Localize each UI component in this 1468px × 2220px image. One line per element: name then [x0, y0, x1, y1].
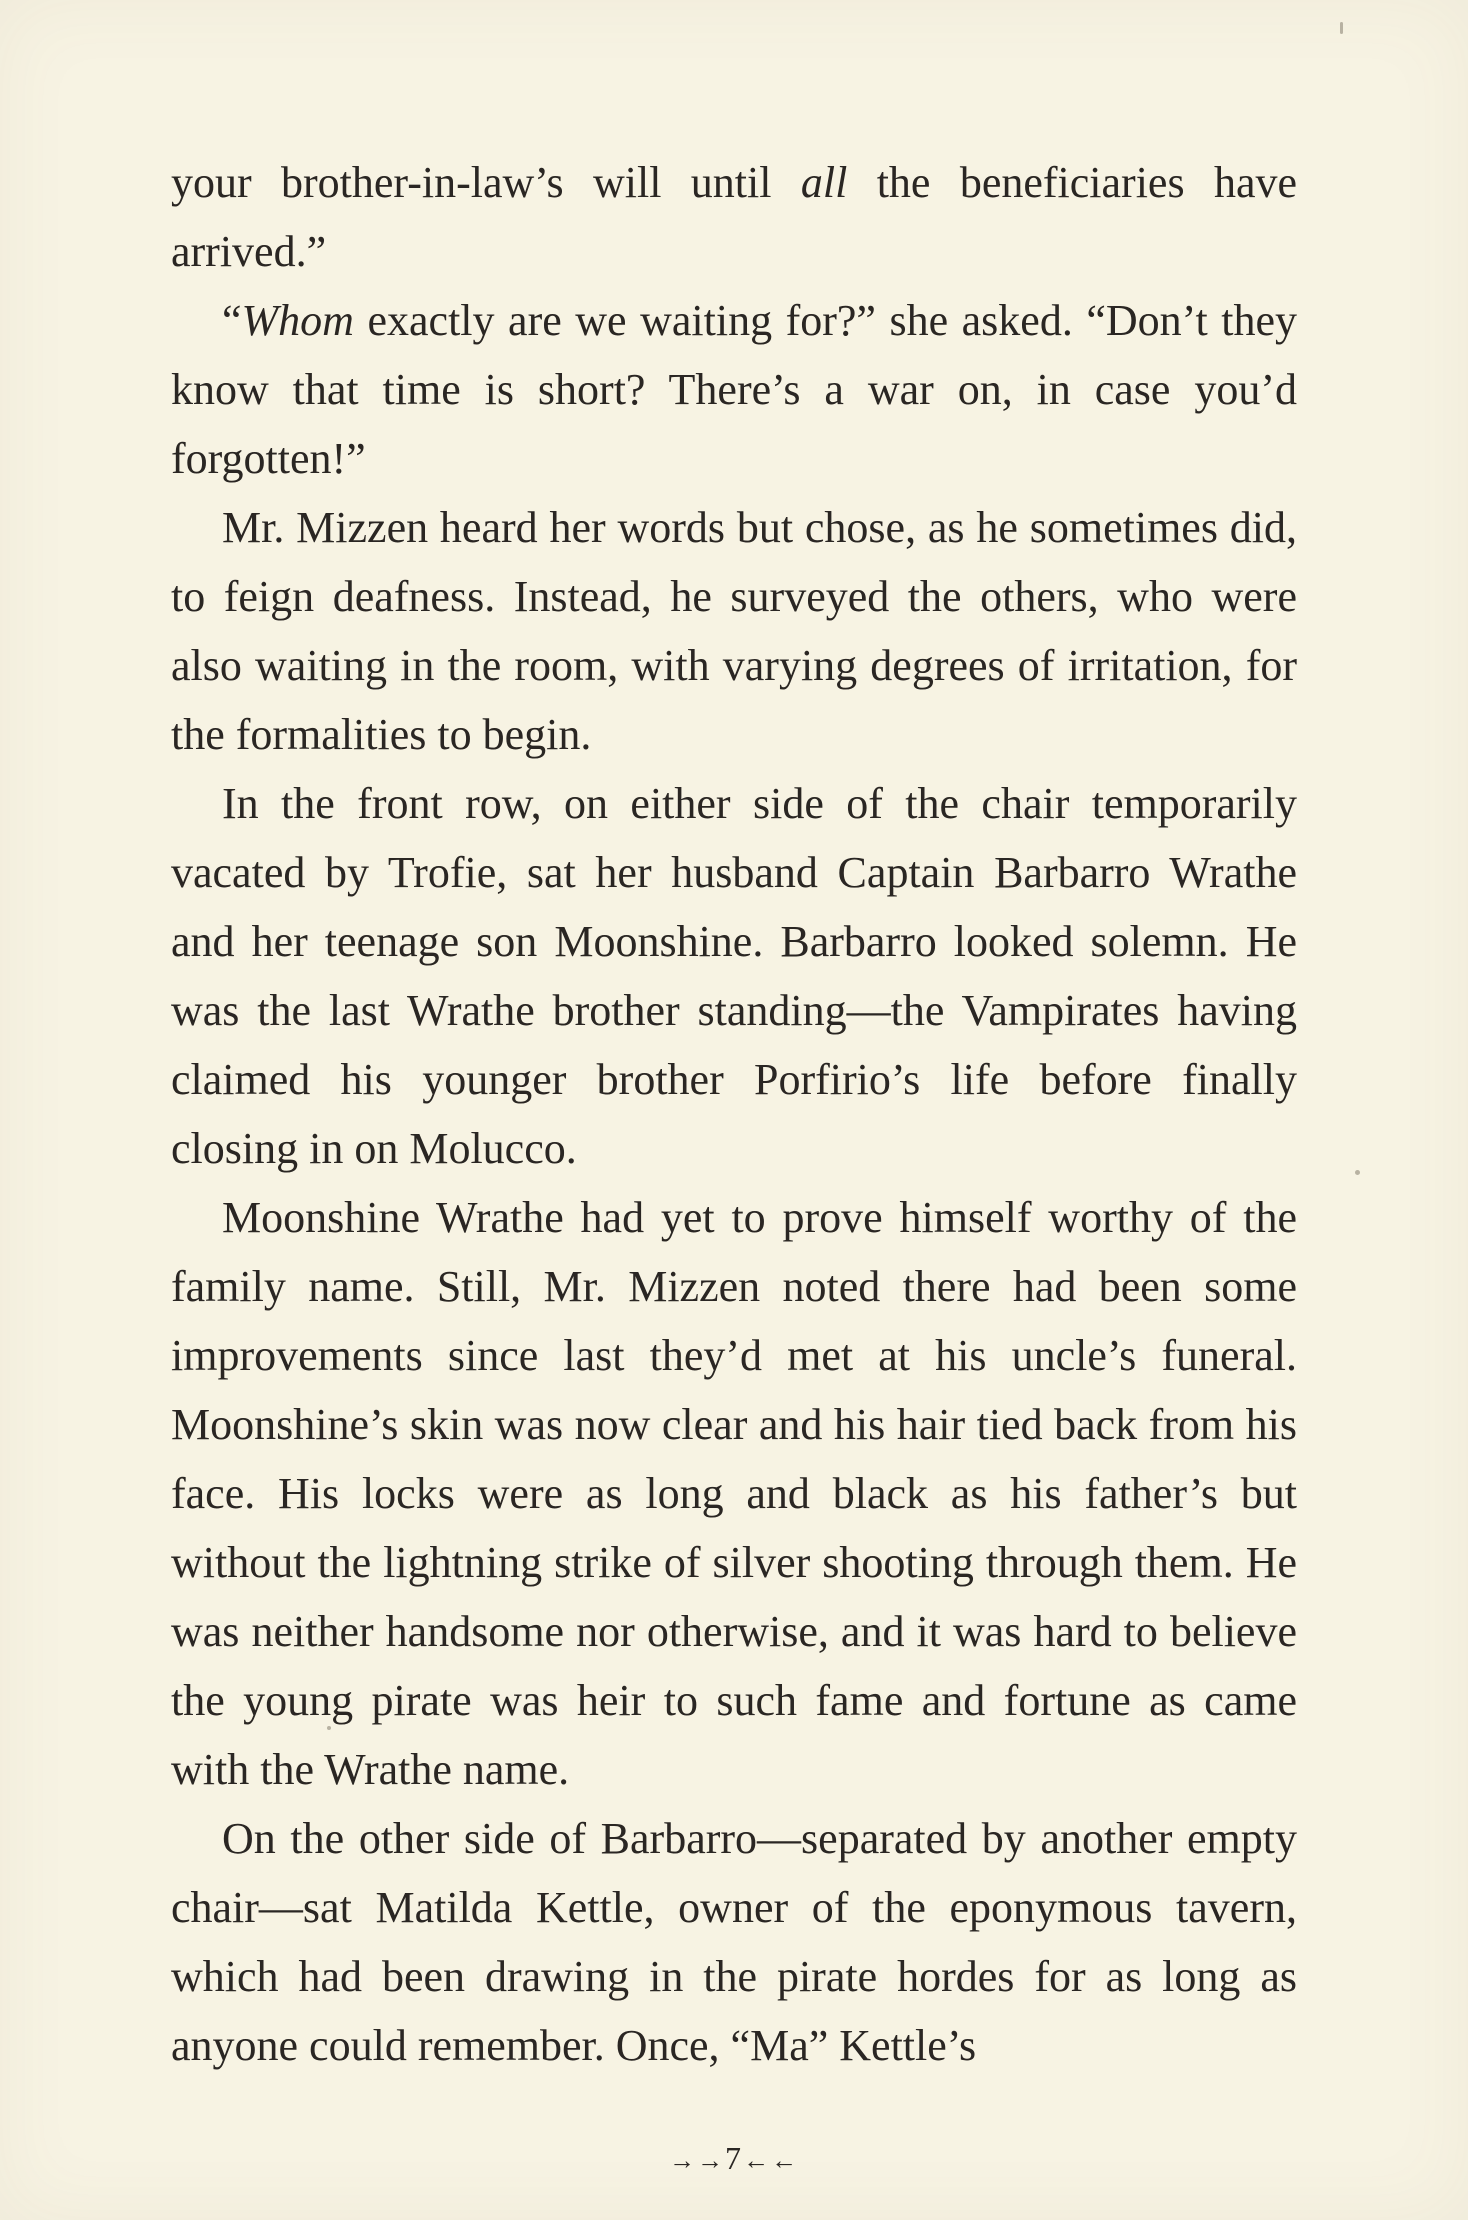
paragraph [171, 1804, 1297, 2080]
italic-text: all [800, 158, 848, 207]
paragraph [171, 1183, 1297, 1804]
paper-speck [1355, 1170, 1360, 1175]
paragraph [171, 148, 1297, 286]
italic-text: Whom [241, 296, 354, 345]
text-segment: On the other side of Barbarro—separated by another empty chair—sat Matilda Kettle, owner of the eponymous tavern, which had been drawing in the pirate hordes for as long as anyone could remember. Once, “Ma” Kettle’s [171, 1814, 1297, 2070]
text-segment: In the front row, on either side of the chair temporarily vacated by Trofie, sat her husband Captain Barbarro Wrathe and her teenage son Moonshine. Barbarro looked solemn. He was the last Wrathe brother standing—the Vampirates having claimed his younger brother Porfirio’s life before finally closing in on Molucco. [171, 779, 1297, 1173]
left-arrow-ornament-icon: →→ [669, 2146, 725, 2175]
paper-speck [1340, 22, 1343, 34]
page-number-footer [0, 2140, 1468, 2177]
right-arrow-ornament-icon: ←← [743, 2146, 799, 2175]
text-segment: Moonshine Wrathe had yet to prove himself worthy of the family name. Still, Mr. Mizzen noted there had been some improvements since last they’d met at his uncle’s funeral. Moonshine’s skin was now clear and his hair tied back from his face. His locks were as long and black as his father’s but without the lightning strike of silver shooting through them. He was neither handsome nor otherwise, and it was hard to believe the young pirate was heir to such fame and fortune as came with the Wrathe name. [171, 1193, 1297, 1794]
text-segment: Mr. Mizzen heard her words but chose, as he sometimes did, to feign deafness. Instead, he surveyed the others, who were also waiting in the room, with varying degrees of irritation, for the formalities to begin. [171, 503, 1297, 759]
paragraph [171, 769, 1297, 1183]
text-segment: “ [222, 296, 242, 345]
text-segment: your brother-in-law’s will until [171, 158, 801, 207]
body-text [171, 148, 1297, 2080]
paper-speck [327, 1726, 331, 1730]
page-number: 7 [725, 2140, 743, 2176]
text-segment: exactly are we waiting for?” she asked. “Don’t they know that time is short? There’s a war on, in case you’d forgotten!” [171, 296, 1297, 483]
paragraph [171, 493, 1297, 769]
text-segment: the beneficiaries have arrived.” [171, 158, 1297, 276]
paragraph [171, 286, 1297, 493]
